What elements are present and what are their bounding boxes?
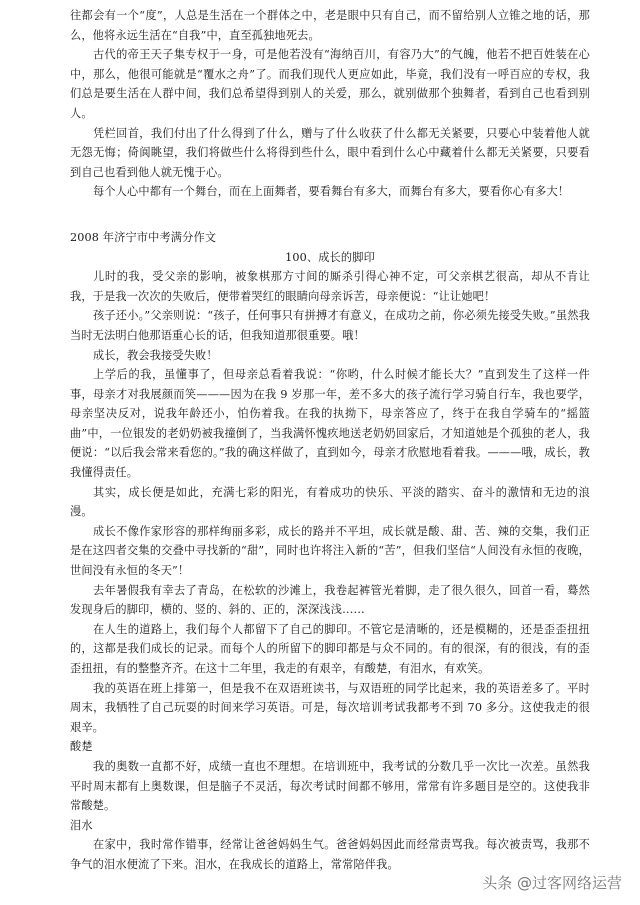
paragraph: 古代的帝王天子集专权于一身，可是他若没有“海纳百川，有容乃大”的气魄，他若不把百姓装在心中，那么，他很可能就是“覆水之舟”了。而我们现代人更应如此，毕竟，我们没有一呼百应的专权，我们总是要生活在人群中间，我们总希望得到别人的关爱，那么，就别做那个独舞者，看到自己也看到别人。 bbox=[70, 48, 590, 120]
paragraph: 上学后的我，虽懂事了，但母亲总看着我说：“你哟，什么时候才能长大？”直到发生了这样一件事，母亲才对我展颜而笑———因为在我 9 岁那一年，差不多大的孩子流行学习骑自行车，我也要学，母亲坚决反对，说我年龄还小，怕伤着我。在我的执拗下，母亲答应了，终于在我自学骑车的“摇篮曲”中，一位银发的老奶奶被我撞倒了，当我满怀愧疚地送老奶奶回家后，才知道她是个孤独的老人，我便说：“以后我会常来看您的。”我的确这样做了，直到如今，母亲才欣慰地看着我。———哦，成长，教我懂得责任。 bbox=[70, 368, 590, 480]
document-page bbox=[70, 6, 590, 875]
essay-2-body bbox=[70, 267, 590, 874]
paragraph: 在家中，我时常作错事，经常让爸爸妈妈生气。爸爸妈妈因此而经常责骂我。每次被责骂，我那不争气的泪水便流了下来。泪水，在我成长的道路上，常常陪伴我。 bbox=[70, 838, 590, 871]
paragraph: 儿时的我，受父亲的影响，被象棋那方寸间的厮杀引得心神不定，可父亲棋艺很高，却从不肯让我，于是我一次次的失败后，便带着哭红的眼睛向母亲诉苦，母亲便说：“让让她吧！ bbox=[70, 270, 590, 303]
section-header: 2008 年济宁市中考满分作文 bbox=[70, 230, 217, 244]
paragraph: 成长不像作家形容的那样绚丽多彩，成长的路并不平坦，成长就是酸、甜、苦、辣的交集，我们正是在这四者交集的交叠中寻找新的“甜”，同时也许将注入新的“苦”，但我们坚信“人间没有永恒的夜晚，世间没有永恒的冬天”！ bbox=[70, 524, 590, 578]
essay-1 bbox=[70, 6, 590, 202]
paragraph: 我的奥数一直都不好，成绩一直也不理想。在培训班中，我考试的分数几乎一次比一次差。虽然我平时周末都有上奥数课，但是脑子不灵活，每次考试时间都不够用，常常有许多题目是空的。这使我非常酸楚。 bbox=[70, 759, 590, 813]
paragraph: 往都会有一个“度”，人总是生活在一个群体之中，老是眼中只有自己，而不留给别人立锥之地的话，那么，他将永远生活在“自我”中，直至孤独地死去。 bbox=[70, 9, 590, 42]
paragraph: 凭栏回首，我们付出了什么得到了什么，赠与了什么收获了什么都无关紧要，只要心中装着他人就无怨无悔；倚阆眺望，我们将做些什么将得到些什么，眼中看到什么心中藏着什么都无关紧要，只要看到自己也看到他人就无愧于心。 bbox=[70, 126, 590, 179]
paragraph: 成长，教会我接受失败！ bbox=[93, 348, 218, 362]
subheading: 泪水 bbox=[70, 818, 93, 832]
paragraph: 其实，成长便是如此，充满七彩的阳光，有着成功的快乐、平淡的踏实、奋斗的激情和无边的浪漫。 bbox=[70, 485, 590, 519]
essay-title: 100、成长的脚印 bbox=[285, 250, 375, 264]
paragraph: 在人生的道路上，我们每个人都留下了自己的脚印。不管它是清晰的，还是模糊的，还是歪歪扭扭的，这都是我们成长的记录。而每个人的所留下的脚印都是与众不同的。有的很深，有的很浅，有的歪歪扭扭，有的整整齐齐。在这十二年里，我走的有艰辛，有酸楚，有泪水，有欢笑。 bbox=[70, 622, 590, 675]
watermark-text: 头条 @过客网络运营 bbox=[482, 874, 622, 892]
paragraph: 孩子还小。”父亲则说：“孩子，任何事只有拼搏才有意义，在成功之前，你必须先接受失败。”虽然我当时无法明白他那语重心长的话，但我知道那很重要。哦！ bbox=[70, 309, 590, 342]
paragraph: 每个人心中都有一个舞台，而在上面舞者，要看舞台有多大，而舞台有多大，要看你心有多大！ bbox=[93, 185, 570, 199]
subheading: 酸楚 bbox=[70, 740, 93, 754]
paragraph: 去年暑假我有幸去了青岛，在松软的沙滩上，我卷起裤管光着脚，走了很久很久，回首一看，蓦然发现身后的脚印，横的、竖的、斜的、正的，深深浅浅…… bbox=[70, 583, 590, 617]
paragraph: 我的英语在班上排第一，但是我不在双语班读书，与双语班的同学比起来，我的英语差多了。平时周末，我牺牲了自己玩耍的时间来学习英语。可是，每次培训考试我都考不到 70 多分。这使我走的很艰辛。 bbox=[70, 681, 590, 734]
watermark bbox=[482, 872, 622, 893]
